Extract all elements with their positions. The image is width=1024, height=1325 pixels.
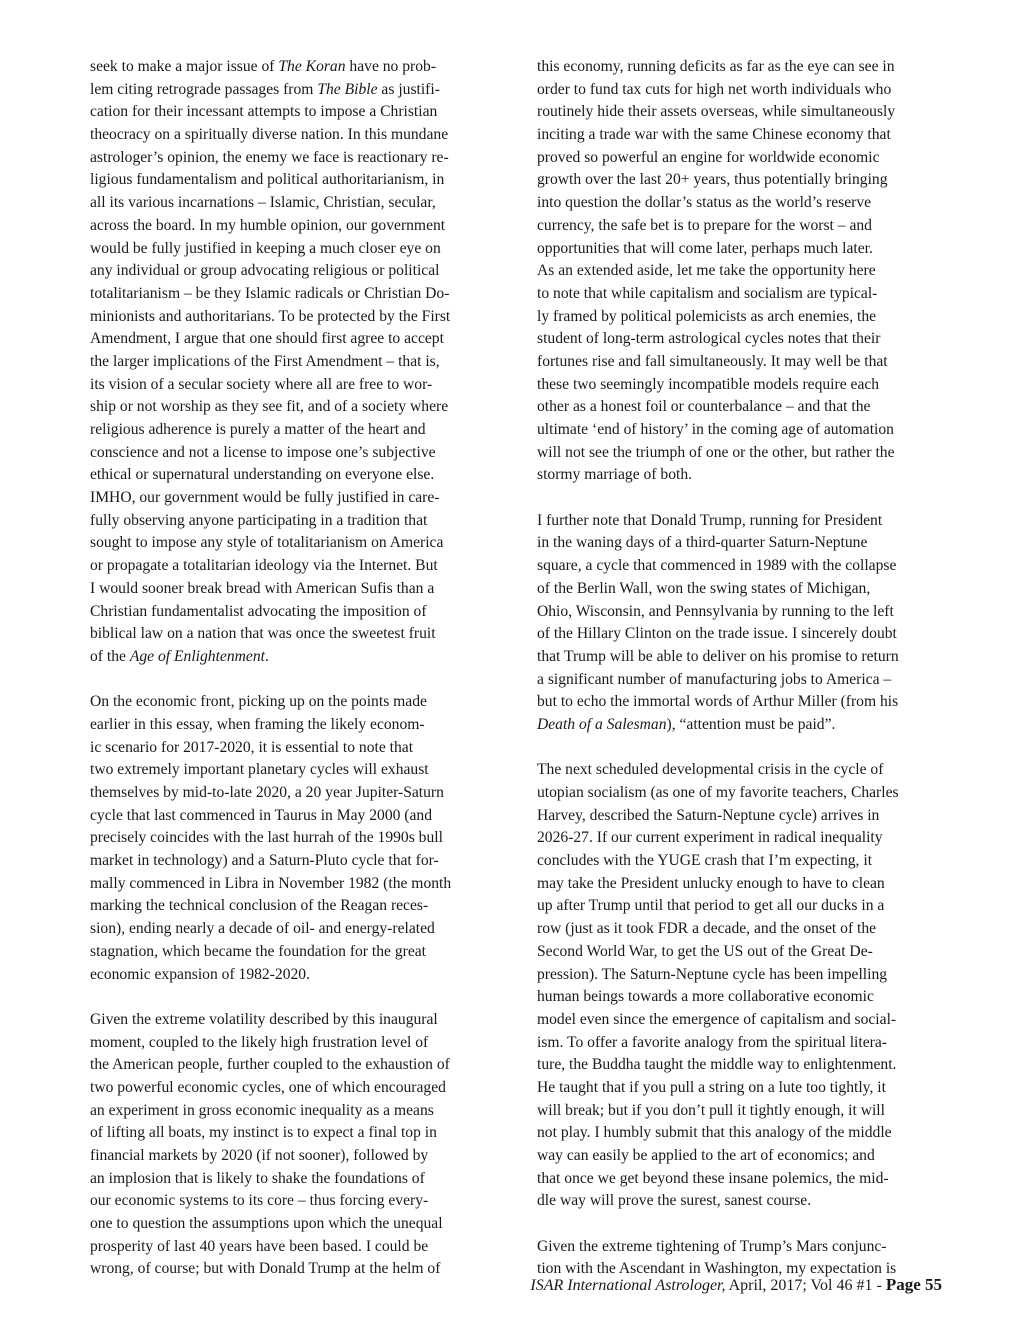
line-text: one to question the assumptions upon which the unequal [90, 1215, 443, 1233]
text-line [90, 169, 518, 192]
line-text: opportunities that will come later, perhaps much later. [537, 239, 873, 257]
line-text: ic scenario for 2017-2020, it is essential to note that [90, 738, 414, 756]
text-line [90, 147, 518, 170]
line-text: of the [90, 647, 130, 665]
text-line [90, 623, 518, 646]
line-text: I would sooner break bread with American Sufis than a [90, 579, 435, 597]
text-line [90, 714, 518, 737]
book-title-koran: The Koran [278, 58, 346, 75]
text-line [90, 101, 518, 124]
text-line [537, 215, 965, 238]
text-line [537, 918, 965, 941]
line-text: ly framed by political polemicists as arch enemies, the [537, 307, 877, 325]
text-line [90, 1100, 518, 1123]
text-line [90, 351, 518, 374]
text-line [537, 1032, 965, 1055]
line-text: ligious fundamentalism and political authoritarianism, in [90, 171, 445, 189]
line-text: tion with the Ascendant in Washington, my expectation is [537, 1260, 897, 1278]
line-text: ship or not worship as they see fit, and of a society where [90, 398, 449, 416]
paragraph-gap [90, 669, 518, 692]
text-line [537, 964, 965, 987]
text-line [90, 442, 518, 465]
text-line [90, 238, 518, 261]
line-text: I further note that Donald Trump, running for President [537, 511, 883, 529]
line-text: 2026-27. If our current experiment in radical inequality [537, 829, 883, 847]
line-text: may take the President unlucky enough to have to clean [537, 874, 885, 892]
text-line [90, 850, 518, 873]
line-text: or propagate a totalitarian ideology via the Internet. But [90, 557, 438, 575]
text-line [90, 1168, 518, 1191]
text-line [537, 1236, 965, 1259]
line-text: an experiment in gross economic inequality as a means [90, 1101, 434, 1119]
text-line [90, 1145, 518, 1168]
text-line [537, 532, 965, 555]
line-text: will not see the triumph of one or the other, but rather the [537, 443, 895, 461]
text-line [537, 873, 965, 896]
text-line [537, 192, 965, 215]
line-text: an implosion that is likely to shake the foundations of [90, 1169, 425, 1187]
text-line [90, 192, 518, 215]
line-text: stagnation, which became the foundation for the great [90, 942, 427, 960]
text-line [537, 351, 965, 374]
text-line [537, 601, 965, 624]
text-line [90, 532, 518, 555]
line-text: ture, the Buddha taught the middle way to enlightenment. [537, 1056, 897, 1074]
text-line [90, 827, 518, 850]
line-text: two extremely important planetary cycles will exhaust [90, 761, 429, 779]
line-text: dle way will prove the surest, sanest course. [537, 1192, 812, 1210]
line-text: these two seemingly incompatible models require each [537, 375, 880, 393]
text-line [90, 646, 518, 669]
line-text: all its various incarnations – Islamic, Christian, secular, [90, 194, 436, 212]
text-line [537, 101, 965, 124]
text-line [90, 396, 518, 419]
text-line [90, 1077, 518, 1100]
line-text: sought to impose any style of totalitarianism on America [90, 534, 444, 552]
text-line [537, 510, 965, 533]
text-line [537, 79, 965, 102]
line-text: Second World War, to get the US out of the Great De- [537, 942, 873, 960]
text-line [537, 260, 965, 283]
line-tail: have no prob- [345, 58, 437, 75]
line-text: proved so powerful an engine for worldwide economic [537, 148, 880, 166]
text-line [90, 1122, 518, 1145]
text-line [90, 464, 518, 487]
line-text: way can easily be applied to the art of economics; and [537, 1147, 875, 1164]
line-text: sion), ending nearly a decade of oil- and energy-related [90, 920, 435, 938]
text-line [537, 238, 965, 261]
line-text: inciting a trade war with the same Chinese economy that [537, 126, 891, 144]
text-line [537, 895, 965, 918]
line-text: any individual or group advocating religious or political [90, 262, 440, 280]
text-line [90, 759, 518, 782]
text-line [537, 941, 965, 964]
publication-title: ISAR International Astrologer, [530, 1277, 726, 1294]
line-text: our economic systems to its core – thus forcing every- [90, 1192, 429, 1210]
line-text: cycle that last commenced in Taurus in May 2000 (and [90, 806, 433, 824]
text-line [90, 691, 518, 714]
line-text: growth over the last 20+ years, thus potentially bringing [537, 171, 888, 189]
paragraph-gap [537, 487, 965, 510]
line-text: not play. I humbly submit that this analogy of the middle [537, 1124, 892, 1142]
text-line [90, 1032, 518, 1055]
text-line [537, 759, 965, 782]
text-line [90, 601, 518, 624]
text-line [90, 1213, 518, 1236]
text-line [537, 1009, 965, 1032]
text-line [90, 79, 518, 102]
text-line [537, 124, 965, 147]
line-text: other as a honest foil or counterbalance – and that the [537, 398, 871, 416]
line-text: ethical or supernatural understanding on everyone else. [90, 466, 435, 484]
line-text: wrong, of course; but with Donald Trump at the helm of [90, 1260, 441, 1278]
line-text: market in technology) and a Saturn-Pluto cycle that for- [90, 852, 439, 870]
text-line [537, 1168, 965, 1191]
line-text: ism. To offer a favorite analogy from the spiritual litera- [537, 1033, 887, 1051]
line-text: two powerful economic cycles, one of which encouraged [90, 1078, 446, 1096]
line-text: financial markets by 2020 (if not sooner), followed by [90, 1147, 429, 1164]
line-tail: ), “attention must be paid”. [666, 715, 836, 733]
paragraph-gap [90, 986, 518, 1009]
line-text: utopian socialism (as one of my favorite teachers, Charles [537, 784, 899, 801]
text-line [537, 623, 965, 646]
text-line [537, 1122, 965, 1145]
text-line [537, 691, 965, 714]
text-line [90, 306, 518, 329]
paragraph-gap [537, 1213, 965, 1236]
text-line [90, 328, 518, 351]
line-text: moment, coupled to the likely high frustration level of [90, 1033, 429, 1051]
text-line [90, 918, 518, 941]
line-text: would be fully justified in keeping a much closer eye on [90, 239, 441, 257]
text-line [90, 56, 518, 79]
text-line [90, 964, 518, 987]
right-column [537, 56, 965, 1281]
play-title-death-of-a-salesman: Death of a Salesman [537, 715, 667, 733]
line-text: conscience and not a license to impose one’s subjective [90, 443, 436, 461]
text-line [537, 1145, 965, 1168]
text-line [537, 1077, 965, 1100]
line-text: theocracy on a spiritually diverse nation. In this mundane [90, 126, 449, 144]
text-line [537, 646, 965, 669]
text-line [537, 827, 965, 850]
text-line [537, 1100, 965, 1123]
line-text: order to fund tax cuts for high net worth individuals who [537, 80, 892, 98]
text-line [90, 737, 518, 760]
line-text: of the Hillary Clinton on the trade issue. I sincerely doubt [537, 625, 897, 643]
line-text: into question the dollar’s status as the world’s reserve [537, 194, 872, 212]
line-text: fortunes rise and fall simultaneously. It may well be that [537, 352, 888, 370]
text-line [90, 419, 518, 442]
text-line [537, 714, 965, 737]
line-text: routinely hide their assets overseas, while simultaneously [537, 103, 896, 121]
line-text: ultimate ‘end of history’ in the coming age of automation [537, 421, 894, 438]
line-text: will break; but if you don’t pull it tightly enough, it will [537, 1101, 885, 1119]
line-text: up after Trump until that period to get all our ducks in a [537, 897, 885, 915]
line-text: but to echo the immortal words of Arthur Miller (from his [537, 693, 899, 711]
text-line [90, 555, 518, 578]
line-text: religious adherence is purely a matter of the heart and [90, 421, 426, 438]
line-text: in the waning days of a third-quarter Saturn-Neptune [537, 534, 868, 552]
text-line [537, 850, 965, 873]
line-text: Ohio, Wisconsin, and Pennsylvania by running to the left [537, 602, 894, 620]
text-line [90, 215, 518, 238]
text-line [90, 941, 518, 964]
text-line [90, 260, 518, 283]
line-text: earlier in this essay, when framing the likely econom- [90, 715, 425, 733]
line-text: student of long-term astrological cycles notes that their [537, 330, 881, 348]
text-line [90, 510, 518, 533]
page-footer [530, 1274, 942, 1297]
line-text: seek to make a major issue of [90, 58, 279, 75]
line-text: row (just as it took FDR a decade, and the onset of the [537, 920, 877, 938]
line-tail: . [264, 647, 269, 665]
line-text: of lifting all boats, my instinct is to expect a final top in [90, 1124, 437, 1142]
line-tail: as justifi- [377, 80, 440, 98]
text-line [537, 169, 965, 192]
line-text: across the board. In my humble opinion, our government [90, 216, 446, 234]
line-text: On the economic front, picking up on the points made [90, 693, 427, 711]
text-line [90, 374, 518, 397]
line-text: The next scheduled developmental crisis in the cycle of [537, 761, 884, 779]
text-line [90, 1190, 518, 1213]
text-line [537, 669, 965, 692]
text-line [537, 374, 965, 397]
text-line [537, 464, 965, 487]
text-line [90, 805, 518, 828]
text-line [90, 1054, 518, 1077]
line-text: Harvey, described the Saturn-Neptune cycle) arrives in [537, 806, 880, 824]
text-line [537, 419, 965, 442]
line-text: to note that while capitalism and socialism are typical- [537, 284, 878, 302]
line-text: model even since the emergence of capitalism and social- [537, 1010, 897, 1028]
page-number: Page 55 [885, 1275, 942, 1294]
line-text: mally commenced in Libra in November 1982 (the month [90, 874, 452, 892]
line-text: precisely coincides with the last hurrah of the 1990s bull [90, 829, 443, 847]
text-line [90, 1236, 518, 1259]
line-text: themselves by mid-to-late 2020, a 20 year Jupiter-Saturn [90, 784, 444, 801]
line-text: stormy marriage of both. [537, 466, 693, 484]
text-line [537, 442, 965, 465]
line-text: Amendment, I argue that one should first agree to accept [90, 330, 444, 348]
line-text: a significant number of manufacturing jobs to America – [537, 670, 892, 688]
text-line [90, 283, 518, 306]
text-line [537, 396, 965, 419]
text-line [90, 873, 518, 896]
line-text: its vision of a secular society where all are free to wor- [90, 375, 433, 393]
line-text: fully observing anyone participating in a tradition that [90, 511, 428, 529]
text-line [537, 147, 965, 170]
text-line [90, 124, 518, 147]
text-line [90, 1009, 518, 1032]
text-line [537, 328, 965, 351]
text-line [537, 56, 965, 79]
text-line [90, 1258, 518, 1281]
line-text: Christian fundamentalist advocating the imposition of [90, 602, 427, 620]
line-text: square, a cycle that commenced in 1989 with the collapse [537, 557, 897, 575]
line-text: of the Berlin Wall, won the swing states of Michigan, [537, 579, 871, 597]
book-title-bible: The Bible [317, 80, 378, 98]
issue-info: April, 2017; Vol 46 #1 - [725, 1277, 886, 1294]
line-text: concludes with the YUGE crash that I’m expecting, it [537, 852, 873, 870]
text-line [537, 306, 965, 329]
text-line [90, 895, 518, 918]
line-text: Given the extreme tightening of Trump’s Mars conjunc- [537, 1237, 887, 1255]
line-text: IMHO, our government would be fully justified in care- [90, 489, 440, 507]
line-text: the larger implications of the First Amendment – that is, [90, 352, 440, 370]
text-line [537, 1054, 965, 1077]
text-line [90, 578, 518, 601]
text-line [537, 805, 965, 828]
text-line [537, 578, 965, 601]
line-text: prosperity of last 40 years have been based. I could be [90, 1237, 429, 1255]
line-text: human beings towards a more collaborative economic [537, 988, 874, 1006]
text-line [537, 283, 965, 306]
left-column [90, 56, 518, 1281]
text-line [90, 782, 518, 805]
line-text: that once we get beyond these insane polemics, the mid- [537, 1169, 889, 1187]
line-text: Given the extreme volatility described by this inaugural [90, 1010, 438, 1028]
line-text: the American people, further coupled to the exhaustion of [90, 1056, 450, 1074]
line-text: that Trump will be able to deliver on his promise to return [537, 647, 899, 665]
text-line [537, 555, 965, 578]
paragraph-gap [537, 737, 965, 760]
line-text: pression). The Saturn-Neptune cycle has been impelling [537, 965, 888, 983]
text-line [537, 782, 965, 805]
line-text: As an extended aside, let me take the opportunity here [537, 262, 876, 280]
line-text: astrologer’s opinion, the enemy we face is reactionary re- [90, 148, 449, 166]
line-text: He taught that if you pull a string on a lute too tightly, it [537, 1078, 886, 1096]
line-text: totalitarianism – be they Islamic radicals or Christian Do- [90, 284, 450, 302]
text-line [537, 1190, 965, 1213]
line-text: lem citing retrograde passages from [90, 80, 318, 98]
text-line [90, 487, 518, 510]
line-text: economic expansion of 1982-2020. [90, 965, 310, 983]
line-text: marking the technical conclusion of the Reagan reces- [90, 897, 429, 915]
line-text: minionists and authoritarians. To be protected by the First [90, 307, 451, 325]
text-line [537, 986, 965, 1009]
line-text: biblical law on a nation that was once the sweetest fruit [90, 625, 436, 643]
line-text: cation for their incessant attempts to impose a Christian [90, 103, 438, 121]
line-text: currency, the safe bet is to prepare for the worst – and [537, 216, 872, 234]
line-text: this economy, running deficits as far as the eye can see in [537, 58, 895, 75]
phrase-age-of-enlightenment: Age of Enlightenment [129, 647, 265, 665]
